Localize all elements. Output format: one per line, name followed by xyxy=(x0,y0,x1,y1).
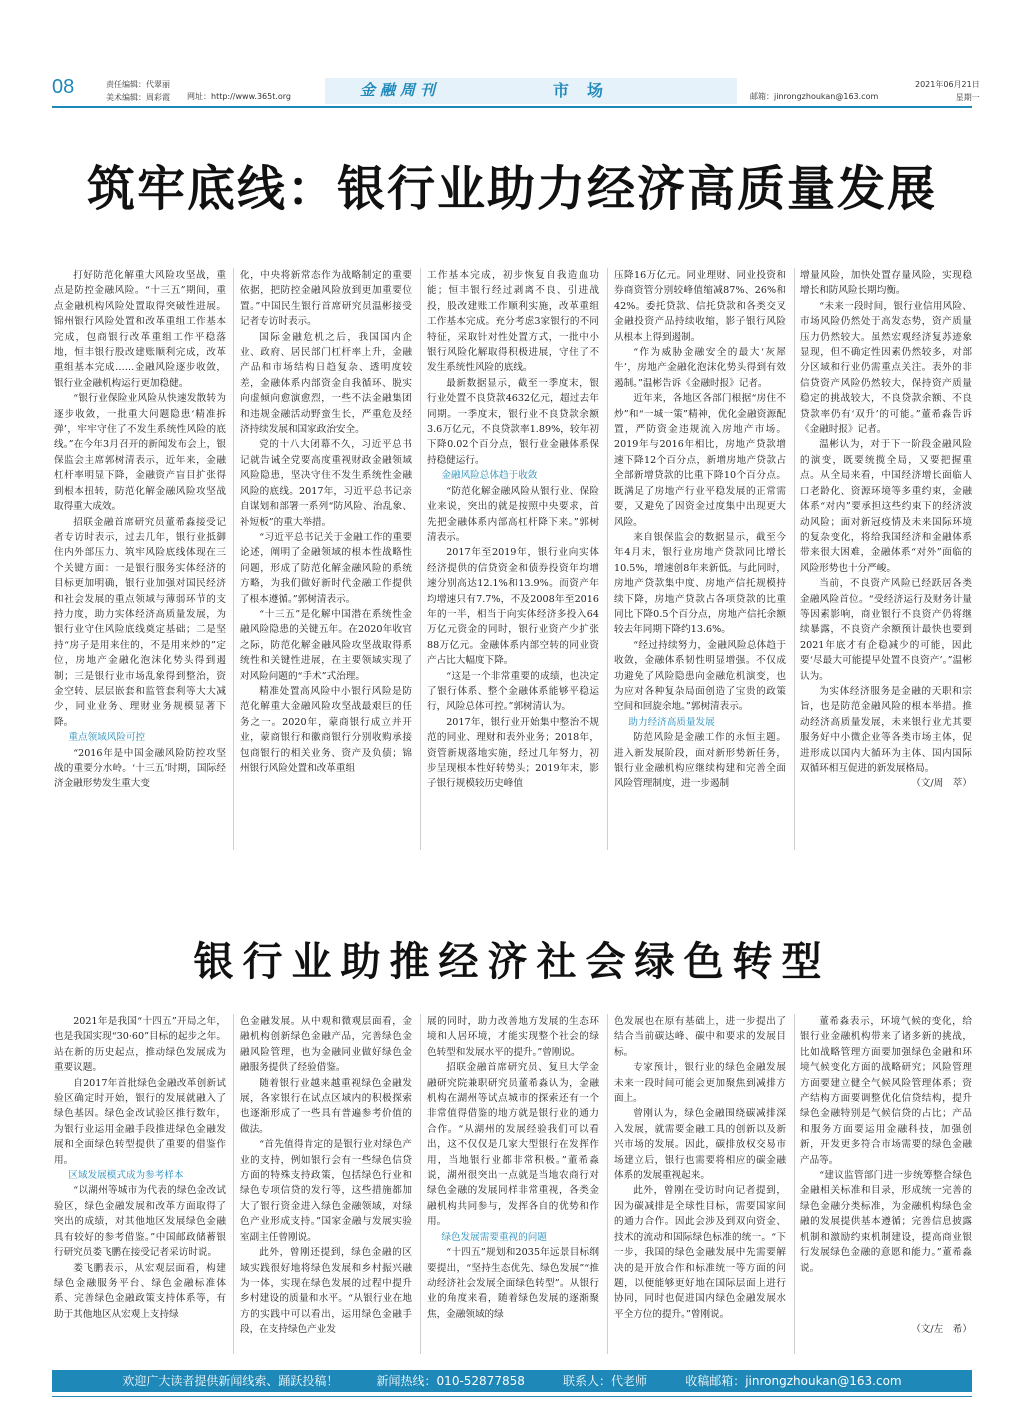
paragraph: 国际金融危机之后，我国国内企业、政府、居民部门杠杆率上升，金融产品和市场结构日趋复杂、透明度较差，金融体系内部资金自我循环、脱实向虚倾向愈演愈烈，一些不法金融集团和违规金融活动野蛮生长，严重危及经济持续发展和国家政治安全。 xyxy=(240,331,412,436)
paragraph: 自2017年首批绿色金融改革创新试验区确定时开始，银行的发展就融入了绿色基因。绿色金改试验区推行数年，为银行业运用金融手段推进绿色金融发展和全面绿色转型提供了重要的借鉴作用。 xyxy=(54,1077,226,1166)
column-divider xyxy=(233,268,234,850)
paragraph: “作为威胁金融安全的最大‘灰犀牛’，房地产金融化泡沫化势头得到有效遏制。”温彬告诉《金融时报》记者。 xyxy=(614,347,786,389)
paragraph: 近年来，各地区各部门根据“房住不炒”和“一城一策”精神，优化金融资源配置，严防资金违规流入房地产市场。2019年与2016年相比，房地产贷款增速下降12个百分点，新增房地产贷款占全部新增贷款的比重下降10个百分点。既满足了房地产行业平稳发展的正常需要，又避免了因资金过度集中出现更大风险。 xyxy=(614,393,786,528)
paragraph: “2016年是中国金融风险防控攻坚战的重要分水岭。‘十三五’时期，国际经济金融形势发生重大变 xyxy=(54,747,226,790)
publication-name: 金融周刊 xyxy=(360,81,441,99)
footer-hotline: 新闻热线：010-52877858 xyxy=(376,1374,525,1388)
paragraph: 最新数据显示，截至一季度末，银行业处置不良贷款4632亿元，超过去年同期。一季度末，银行业不良贷款余额3.6万亿元，不良贷款率1.89%，较年初下降0.02个百分点，银行业金融体系保持稳健运行。 xyxy=(427,377,599,466)
editor-credits xyxy=(106,78,170,104)
header-email: 邮箱：jinrongzhoukan@163.com xyxy=(750,92,879,101)
paragraph: 工作基本完成，初步恢复自我造血功能；恒丰银行经过剥离不良、引进战投，股改建账工作顺利实施，改革重组工作基本完成。充分考虑3家银行的不同特征，采取针对性处置方式，一批中小银行风险化解取得积极进展，守住了不发生系统性风险的底线。 xyxy=(427,270,599,374)
paragraph: 招联金融首席研究员、复旦大学金融研究院兼职研究员董希淼认为，金融机构在湖州等试点城市的探索还有一个非常值得借鉴的地方就是银行业的通力合作。“从湖州的发展经验我们可以看出，这不仅仅是几家大型银行在发挥作用，当地银行业都非常积极。”董希淼说，湖州很突出一点就是当地农商行对绿色金融的发展同样非常重视，各类金融机构共同参与，发挥各自的优势和作用。 xyxy=(427,1062,599,1228)
article1-col-5 xyxy=(800,268,972,850)
paragraph: 防范风险是金融工作的永恒主题。进入新发展阶段，面对新形势新任务，银行业金融机构应继续构建和完善全面风险管理制度，进一步遏制 xyxy=(614,732,786,790)
editor-line: 责任编辑：代翠丽 xyxy=(106,80,170,89)
section-name: 市场 xyxy=(553,81,622,100)
paragraph: 精准处置高风险中小银行风险是防范化解重大金融风险攻坚战最艰巨的任务之一。2020年，蒙商银行成立并开业，蒙商银行和徽商银行分别收购承接包商银行的相关业务、资产及负债；锦州银行风险处置和改革重组 xyxy=(240,685,412,774)
paragraph: 增量风险，加快处置存量风险，实现稳增长和防风险长期均衡。 xyxy=(800,270,972,297)
article2-col-5 xyxy=(800,1014,972,1354)
subheading: 区域发展模式成为参考样本 xyxy=(68,1170,184,1182)
paragraph: 2017年，银行业开始集中整治不规范的同业、理财和表外业务；2018年，资管新规落地实施，经过几年努力，初步呈现根本性好转势头；2019年末，影子银行规模较历史峰值 xyxy=(427,716,599,790)
designer-line: 美术编辑：周彩霞 xyxy=(106,93,170,102)
article2-col-1 xyxy=(54,1014,226,1354)
byline: （文/周 萃） xyxy=(911,778,972,790)
spacer xyxy=(800,1291,972,1306)
website-url: 网址：http://www.365t.org xyxy=(187,92,292,101)
column-divider xyxy=(794,268,795,850)
paragraph: 温彬认为，对于下一阶段金融风险的演变，既要统揽全局，又要把握重点。从全局来看，中国经济增长面临人口老龄化、资源环境等多重约束，金融体系“对内”要承担这些约束下的经济波动风险；面对新冠疫情及未来国际环境的复杂变化，将给我国经济和金融体系带来很大困难，金融体系“对外”面临的风险形势也十分严峻。 xyxy=(800,439,972,574)
article1-col-4 xyxy=(614,268,786,850)
subheading: 助力经济高质量发展 xyxy=(628,716,715,728)
column-divider xyxy=(420,268,421,850)
article2-col-3 xyxy=(427,1014,599,1354)
article1-col-2 xyxy=(240,268,412,850)
paragraph: 曾刚认为，绿色金融围绕碳减排深入发展，就需要金融工具的创新以及新兴市场的发展。因此，碳排放权交易市场建立后，银行也需要将相应的碳金融体系的发展重视起来。 xyxy=(614,1108,786,1182)
article1-col-3 xyxy=(427,268,599,850)
column-divider xyxy=(607,1014,608,1354)
issue-date xyxy=(915,78,980,104)
paragraph: 色金融发展。从中观和微观层面看，金融机构创新绿色金融产品，完善绿色金融风险管理，也为金融同业做好绿色金融服务提供了经验借鉴。 xyxy=(240,1016,412,1074)
article2-col-4 xyxy=(614,1014,786,1354)
paragraph: 党的十八大闭幕不久，习近平总书记就告诫全党要高度重视财政金融领域风险隐患，坚决守住不发生系统性金融风险的底线。2017年，习近平总书记亲自谋划和部署一系列“防风险、治乱象、补短板”的重大举措。 xyxy=(240,439,412,528)
header-divider xyxy=(52,106,972,108)
footer-invite: 欢迎广大读者提供新闻线索、踊跃投稿！ xyxy=(122,1374,339,1388)
footer-rule xyxy=(52,1396,972,1397)
column-divider xyxy=(233,1014,234,1354)
paragraph: 当前，不良资产风险已经跃居各类金融风险首位。“受经济运行及财务计量等因素影响，商业银行不良资产仍将继续暴露，不良资产余额预计最快也要到2021年底才有企稳减少的可能，因此要‘尽最大可能提早处置不良资产’。”温彬认为。 xyxy=(800,578,972,682)
paragraph: 压降16万亿元。同业理财、同业投资和券商资管分别较峰值缩减87%、26%和42%。委托贷款、信托贷款和各类交叉金融投资产品持续收缩，影子银行风险从根本上得到遏制。 xyxy=(614,270,786,343)
footer-email: 收稿邮箱：jinrongzhoukan@163.com xyxy=(685,1374,902,1388)
paragraph: 专家预计，银行业的绿色金融发展未来一段时间可能会更加聚焦到减排方面上。 xyxy=(614,1062,786,1105)
paragraph: 色发展也在原有基础上，进一步提出了结合当前碳达峰、碳中和要求的发展目标。 xyxy=(614,1016,786,1058)
paragraph: 化，中央将新常态作为战略制定的重要依据，把防控金融风险放到更加重要位置。”中国民生银行首席研究员温彬接受记者专访时表示。 xyxy=(240,270,412,328)
footer-text xyxy=(52,1370,972,1392)
footer-contact: 联系人：代老师 xyxy=(563,1374,648,1388)
paragraph: “首先值得肯定的是银行业对绿色产业的支持，例如银行会有一些绿色信贷方面的特殊支持政策，包括绿色行业和绿色专项信贷的发行等，这些措施都加大了银行资金进入绿色金融领域，对绿色产业形成支持。”国家金融与发展实验室副主任曾刚说。 xyxy=(240,1139,412,1243)
spacer xyxy=(800,1307,972,1322)
paragraph: “经过持续努力，金融风险总体趋于收敛，金融体系韧性明显增强。不仅成功避免了风险隐患向金融危机演变，也为应对各种复杂局面创造了宝贵的政策空间和回旋余地。”郭树清表示。 xyxy=(614,639,786,713)
paragraph: “防范化解金融风险从银行业、保险业来说，突出的就是按照中央要求，首先把金融体系内部高杠杆降下来。”郭树清表示。 xyxy=(427,485,599,543)
paragraph: “十三五”是化解中国潜在系统性金融风险隐患的关键五年。在2020年收官之际，防范化解金融风险攻坚战取得系统性和关键性进展，在主要领域实现了对风险问题的“手术”式治理。 xyxy=(240,608,412,682)
subheading: 绿色发展需要重视的问题 xyxy=(441,1231,547,1243)
paragraph: 董希淼表示，环境气候的变化，给银行业金融机构带来了诸多新的挑战，比如战略管理方面要加强绿色金融和环境气候变化方面的战略研究；风险管理方面要建立健全气候风险管理体系；资产结构方面要调整优化信贷结构，提升绿色金融特别是气候信贷的占比；产品和服务方面要运用金融科技，加强创新，开发更多符合市场需要的绿色金融产品等。 xyxy=(800,1016,972,1166)
date-text: 2021年06月21日 xyxy=(915,80,980,89)
column-divider xyxy=(420,1014,421,1354)
paragraph: 招联金融首席研究员董希淼接受记者专访时表示，过去几年，银行业抵御住内外部压力、筑牢风险底线体现在三个关键方面：一是银行服务实体经济的目标更加明确，银行业加强对国民经济和社会发展的重点领域与薄弱环节的支持力度，助力实体经济高质量发展，为银行业守住风险底线奠定基础；二是坚持“房子是用来住的，不是用来炒的”定位，房地产金融化泡沫化势头得到遏制；三是银行业市场乱象得到整治，资金空转、层层嵌套和监管套利等大大减少，同业业务、理财业务规模显著下降。 xyxy=(54,516,226,728)
column-divider xyxy=(794,1014,795,1354)
paragraph: 随着银行业越来越重视绿色金融发展，各家银行在试点区域内的积极探索也逐渐形成了一些具有普遍参考价值的做法。 xyxy=(240,1077,412,1135)
article1-headline: 筑牢底线：银行业助力经济高质量发展 xyxy=(86,161,937,217)
paragraph: 此外，曾刚还提到，绿色金融的区域实践很好地将绿色发展和乡村振兴融为一体，实现在绿色发展的过程中提升乡村建设的质量和水平。“从银行业在地方的实践中可以看出，运用绿色金融手段，在支持绿色产业发 xyxy=(240,1247,412,1336)
article2-col-2 xyxy=(240,1014,412,1354)
paragraph: 展的同时，助力改善地方发展的生态环境和人居环境，才能实现整个社会的绿色转型和发展水平的提升。”曾刚说。 xyxy=(427,1016,599,1058)
weekday-text: 星期一 xyxy=(955,93,980,102)
paragraph: 娄飞鹏表示，从宏观层面看，构建绿色金融服务平台、绿色金融标准体系、完善绿色金融政策支持体系等，有助于其他地区从宏观上支持绿 xyxy=(54,1262,226,1320)
byline: （文/左 希） xyxy=(911,1324,972,1336)
paragraph: 2017年至2019年，银行业向实体经济提供的信贷资金和债券投资年均增速分别高达12.1%和13.9%。而资产年均增速只有7.7%，不及2008年至2016年的一半，相当于向实体经济多投入64万亿元资金的同时，银行业资产少扩张88万亿元。金融体系内部空转的同业资产占比大幅度下降。 xyxy=(427,547,599,667)
subheading: 金融风险总体趋于收敛 xyxy=(441,470,538,482)
article2-headline: 银行业助推经济社会绿色转型 xyxy=(193,938,831,985)
spacer xyxy=(800,1276,972,1291)
paragraph: 为实体经济服务是金融的天职和宗旨，也是防范金融风险的根本举措。推动经济高质量发展，未来银行业尤其要服务好中小微企业等各类市场主体，促进形成以国内大循环为主体、国内国际双循环相互促进的新发展格局。 xyxy=(800,685,972,774)
paragraph: “十四五”规划和2035年远景目标纲要提出，“坚持生态优先、绿色发展”“推动经济社会发展全面绿色转型”。从银行业的角度来看，随着绿色发展的逐渐聚焦，金融领域的绿 xyxy=(427,1247,599,1320)
paragraph: “以湖州等城市为代表的绿色金改试验区，绿色金融发展和改革方面取得了突出的成绩，对其他地区发展绿色金融具有较好的参考借鉴。”中国邮政储蓄银行研究员娄飞鹏在接受记者采访时说。 xyxy=(54,1185,226,1259)
paragraph: 打好防范化解重大风险攻坚战，重点是防控金融风险。“十三五”期间，重点金融机构风险处置取得突破性进展。锦州银行风险处置和改革重组工作基本完成，包商银行改革重组工作平稳落地，恒丰银行股改建账顺利完成，改革重组基本完成……金融风险逐步收敛，银行业金融机构运行更加稳健。 xyxy=(54,270,226,389)
paragraph: “建议监管部门进一步统筹整合绿色金融相关标准和目录，形成统一完善的绿色金融分类标准，为金融机构绿色金融的发展提供基本遵循；完善信息披露机制和激励约束机制建设，提高商业银行发展绿色金融的意愿和能力。”董希淼说。 xyxy=(800,1170,972,1274)
paragraph: “银行业保险业风险从快速发散转为逐步收敛，一批重大问题隐患‘精准拆弹’，牢牢守住了不发生系统性风险的底线。”在今年3月召开的新闻发布会上，银保监会主席郭树清表示，近年来，金融杠杆率明显下降，金融资产盲目扩张得到根本扭转，防范化解金融风险攻坚战取得重大成效。 xyxy=(54,393,226,513)
paragraph: 2021年是我国“十四五”开局之年，也是我国实现“30·60”目标的起步之年。站在新的历史起点，推动绿色发展成为重要议题。 xyxy=(54,1016,226,1074)
page-number: 08 xyxy=(52,76,75,98)
paragraph: 来自银保监会的数据显示，截至今年4月末，银行业房地产贷款同比增长10.5%，增速创8年来新低。与此同时，房地产贷款集中度、房地产信托规模持续下降，房地产贷款占各项贷款的比重同比下降0.5个百分点，房地产信托余额较去年同期下降约13.6%。 xyxy=(614,531,786,636)
paragraph: “习近平总书记关于金融工作的重要论述，阐明了金融领域的根本性战略性问题，形成了防范化解金融风险的系统方略，为我们做好新时代金融工作提供了根本遵循。”郭树清表示。 xyxy=(240,531,412,605)
paragraph: “未来一段时间，银行业信用风险、市场风险仍然处于高发态势，资产质量压力仍然较大。虽然宏观经济复苏迹象显现，但不确定性因素仍然较多，对部分区域和行业仍需重点关注。表外的非信贷资产风险仍然较大，保持资产质量稳定的挑战较大，不良贷款余额、不良贷款率仍有‘双升’的可能。”董希淼告诉《金融时报》记者。 xyxy=(800,300,972,436)
paragraph: “这是一个非常重要的成绩，也决定了银行体系、整个金融体系能够平稳运行，风险总体可控。”郭树清认为。 xyxy=(427,670,599,713)
column-divider xyxy=(607,268,608,850)
article1-col-1 xyxy=(54,268,226,850)
subheading: 重点领域风险可控 xyxy=(68,732,146,744)
paragraph: 此外，曾刚在受访时向记者提到，因为碳减排是全球性目标，需要国家间的通力合作。因此会涉及到双向资金、技术的流动和国际绿色标准的统一。“下一步，我国的绿色金融发展中先需要解决的是开放合作和标准统一等方面的问题，以便能够更好地在国际层面上进行协同，同时也促进国内绿色金融发展水平全方位的提升。”曾刚说。 xyxy=(614,1185,786,1320)
